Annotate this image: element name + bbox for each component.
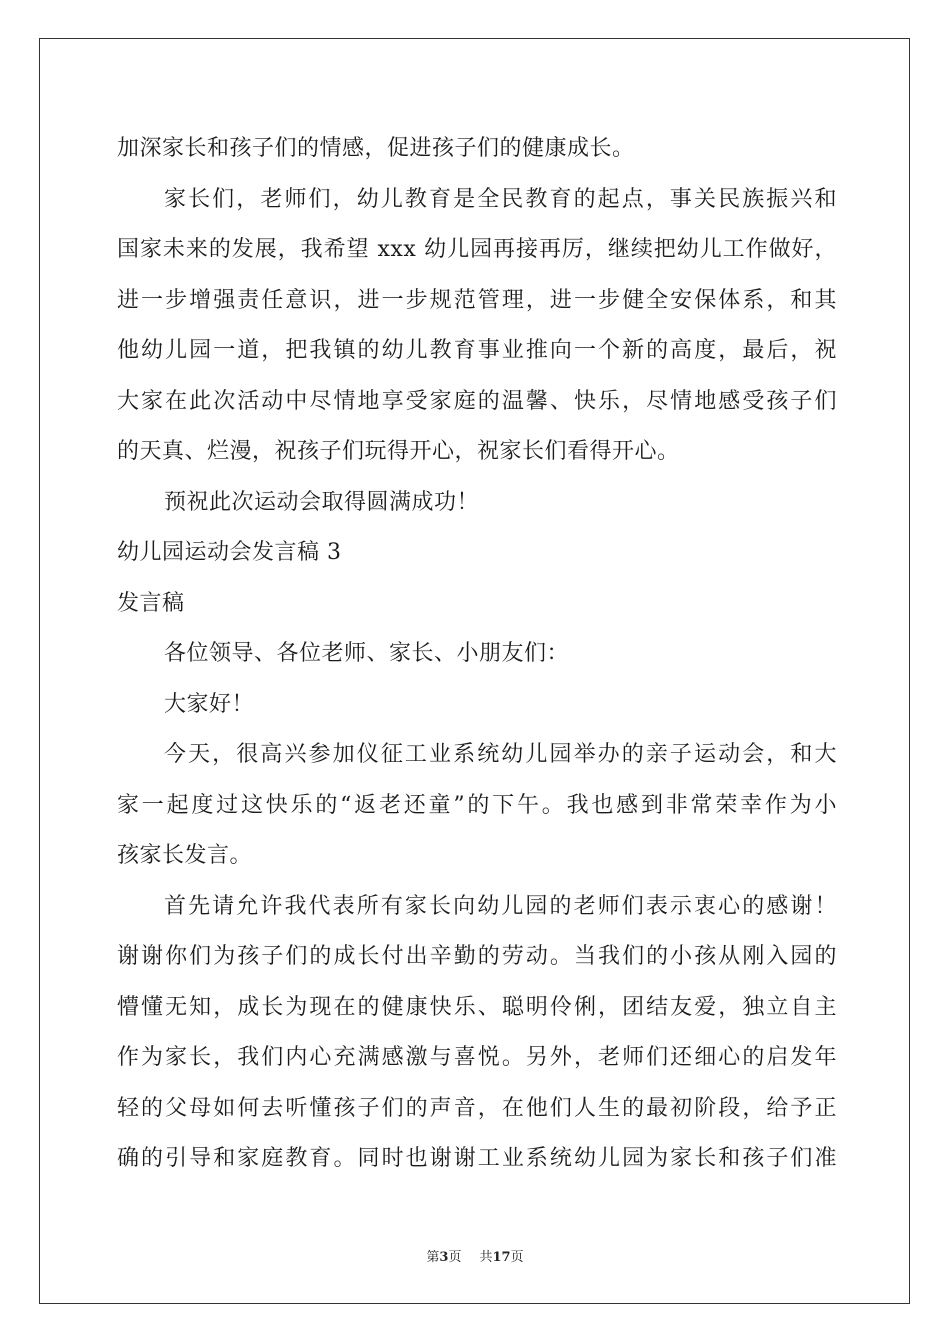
text-line: 加深家长和孩子们的情感，促进孩子们的健康成长。 [117,136,635,161]
text-line: 家一起度过这快乐的“返老还童”的下午。我也感到非常荣幸作为小 [117,792,837,818]
text-line: 预祝此次运动会取得圆满成功！ [164,489,480,515]
text-line: 大家在此次活动中尽情地享受家庭的温馨、快乐，尽情地感受孩子们 [117,388,837,414]
text-line: 确的引导和家庭教育。同时也谢谢工业系统幼儿园为家长和孩子们准 [117,1146,837,1171]
page-suffix: 页 [448,1250,462,1265]
total-prefix: 共 [479,1250,493,1265]
salutation: 各位领导、各位老师、家长、小朋友们： [164,641,570,666]
document-body [117,124,837,1185]
text-line: 谢谢你们为孩子们的成长付出辛勤的劳动。当我们的小孩从刚入园的 [117,944,837,969]
section-heading: 幼儿园运动会发言稿 3 [117,540,342,565]
section-subheading: 发言稿 [117,590,185,616]
text-line: 的天真、烂漫，祝孩子们玩得开心，祝家长们看得开心。 [117,439,680,464]
text-line: 孩家长发言。 [117,843,253,868]
total-suffix: 页 [510,1250,524,1265]
text-line: 轻的父母如何去听懂孩子们的声音，在他们人生的最初阶段，给予正 [117,1095,837,1121]
page-footer [0,1246,950,1265]
text-line: 作为家长，我们内心充满感激与喜悦。另外，老师们还细心的启发年 [117,1045,837,1070]
page-prefix: 第 [426,1250,440,1265]
page-number: 3 [439,1250,449,1265]
text-line: 今天，很高兴参加仪征工业系统幼儿园举办的亲子运动会，和大 [164,742,837,767]
greeting: 大家好！ [164,691,255,717]
text-line: 家长们，老师们，幼儿教育是全民教育的起点，事关民族振兴和 [164,186,837,212]
text-line: 他幼儿园一道，把我镇的幼儿教育事业推向一个新的高度，最后，祝 [117,338,837,363]
text-line: 首先请允许我代表所有家长向幼儿园的老师们表示衷心的感谢！ [164,893,837,919]
text-line: 进一步增强责任意识，进一步规范管理，进一步健全安保体系，和其 [117,287,837,313]
total-pages: 17 [492,1250,511,1265]
text-line: 国家未来的发展，我希望 xxx 幼儿园再接再厉，继续把幼儿工作做好， [117,237,837,262]
text-line: 懵懂无知，成长为现在的健康快乐、聪明伶俐，团结友爱，独立自主 [117,994,837,1020]
